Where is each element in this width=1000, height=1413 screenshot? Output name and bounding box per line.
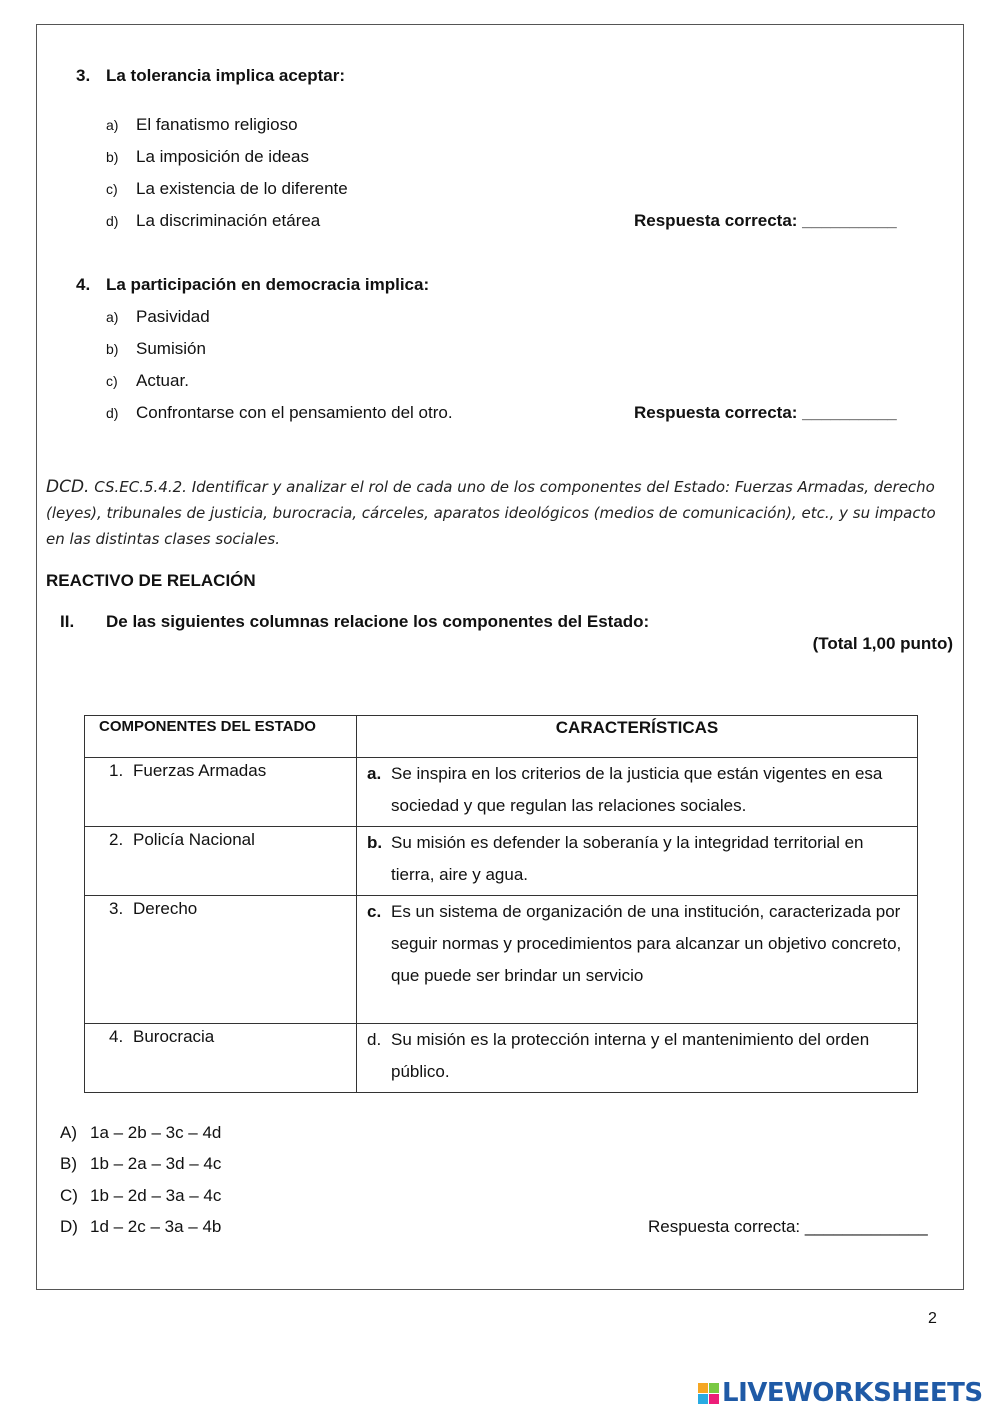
header-characteristics: CARACTERÍSTICAS: [357, 716, 918, 758]
header-components: COMPONENTES DEL ESTADO: [85, 716, 357, 758]
answer-option-c[interactable]: C) 1b – 2d – 3a – 4c: [60, 1186, 222, 1205]
question-4-option-a[interactable]: a) Pasividad: [106, 307, 210, 326]
question-4-option-d[interactable]: d) Confrontarse con el pensamiento del otro.: [106, 403, 453, 422]
table-row: [85, 827, 918, 896]
answer-option-b[interactable]: B) 1b – 2a – 3d – 4c: [60, 1154, 222, 1173]
table-row: [85, 758, 918, 827]
question-4-title: 4. La participación en democracia implica:: [76, 275, 430, 294]
relation-table: [84, 715, 918, 1093]
question-4-option-c[interactable]: c) Actuar.: [106, 371, 189, 390]
table-row: [85, 896, 918, 1024]
component-cell: 2. Policía Nacional: [85, 827, 357, 896]
component-cell: 3. Derecho: [85, 896, 357, 1024]
question-3-option-a[interactable]: a) El fanatismo religioso: [106, 115, 298, 134]
characteristic-cell: a. Se inspira en los criterios de la justicia que están vigentes en esa sociedad y que regulan las relaciones sociales.: [357, 758, 918, 827]
answer-option-a[interactable]: A) 1a – 2b – 3c – 4d: [60, 1123, 222, 1142]
component-cell: 1. Fuerzas Armadas: [85, 758, 357, 827]
page-number: 2: [928, 1310, 937, 1327]
question-4-option-b[interactable]: b) Sumisión: [106, 339, 206, 358]
answer-option-d[interactable]: D) 1d – 2c – 3a – 4b: [60, 1217, 222, 1236]
liveworksheets-logo: [698, 1378, 983, 1408]
section-total-points: (Total 1,00 punto): [812, 634, 953, 653]
table-header-row: [85, 716, 918, 758]
table-row: [85, 1024, 918, 1093]
relation-answer-field[interactable]: Respuesta correcta: _____________: [648, 1217, 928, 1236]
question-4-answer-field[interactable]: Respuesta correcta: __________: [634, 403, 897, 422]
question-3-option-d[interactable]: d) La discriminación etárea: [106, 211, 321, 230]
question-3-option-b[interactable]: b) La imposición de ideas: [106, 147, 309, 166]
characteristic-cell: b. Su misión es defender la soberanía y la integridad territorial en tierra, aire y agua.: [357, 827, 918, 896]
brand-name: LIVEWORKSHEETS: [722, 1378, 983, 1408]
logo-mark-icon: [698, 1383, 719, 1404]
component-cell: 4. Burocracia: [85, 1024, 357, 1093]
section-title: REACTIVO DE RELACIÓN: [46, 571, 256, 590]
question-3-answer-field[interactable]: Respuesta correcta: __________: [634, 211, 897, 230]
question-3-title: 3. La tolerancia implica aceptar:: [76, 66, 346, 85]
characteristic-cell: d. Su misión es la protección interna y el mantenimiento del orden público.: [357, 1024, 918, 1093]
section-instruction: II. De las siguientes columnas relacione los componentes del Estado:: [60, 612, 650, 631]
dcd-skill-text: DCD. CS.EC.5.4.2. Identificar y analizar el rol de cada uno de los componentes del Estado: Fuerzas Armadas, derecho (leyes), tribunales de justicia, burocracia, cárceles, aparatos ideológicos (medios de comunicación), etc., y su impacto en las distintas clases sociales.: [46, 477, 936, 548]
question-3-option-c[interactable]: c) La existencia de lo diferente: [106, 179, 348, 198]
characteristic-cell: c. Es un sistema de organización de una institución, caracterizada por seguir normas y procedimientos para alcanzar un objetivo concreto, que puede ser brindar un servicio: [357, 896, 918, 1024]
